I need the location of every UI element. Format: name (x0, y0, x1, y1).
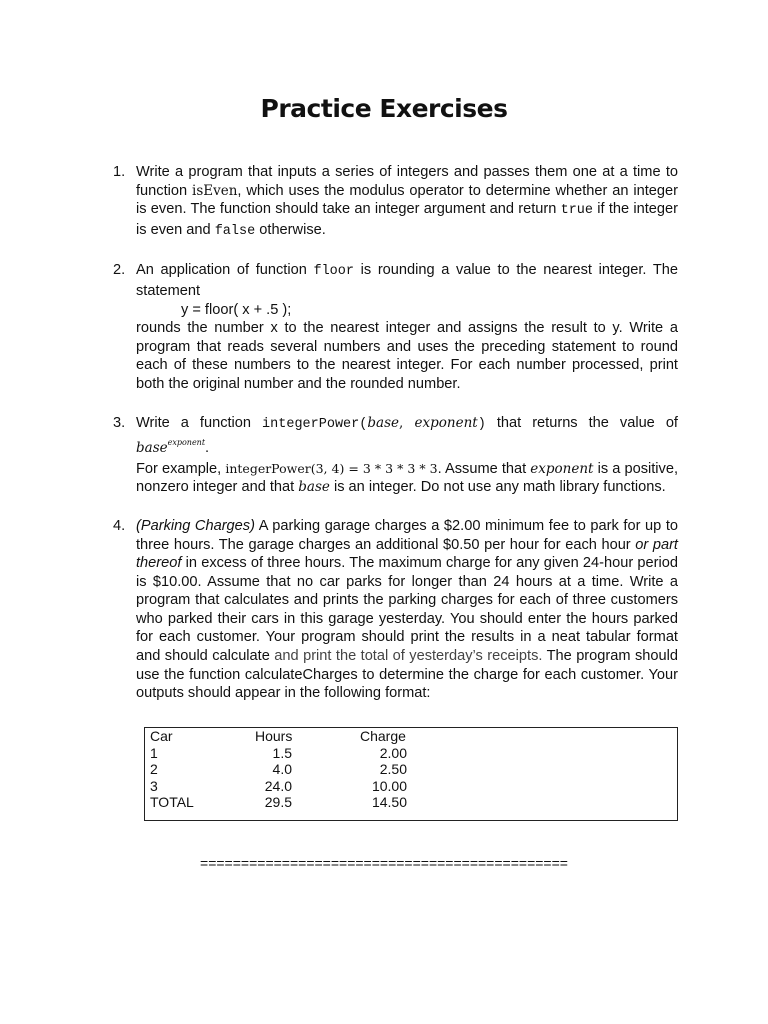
table-cell: 10.00 (371, 777, 407, 794)
table-cell: 2.00 (379, 744, 407, 761)
text: or part thereof (136, 536, 678, 572)
code-term: integerPower( (262, 416, 368, 432)
separator-line: ============================================= (200, 855, 568, 871)
exercise-text (136, 414, 678, 458)
superscript: exponent (167, 438, 206, 448)
output-format-table (144, 727, 678, 821)
text: is rounding a value to the nearest integer. The statement (136, 262, 678, 299)
table-cell: 2 (150, 761, 158, 777)
table-cell: TOTAL (150, 794, 194, 810)
code-term: floor (313, 264, 354, 280)
exercise-3 (113, 414, 678, 497)
text: if the integer is even and (136, 201, 678, 238)
page-title: Practice Exercises (260, 94, 508, 123)
text: , which uses the modulus operator to determine whether an integer is even. The function should take an integer argument and return (136, 182, 679, 218)
text: The program should use the function calculateCharges to determine the charge for each customer. Your outputs should appear in the following format: (136, 648, 678, 702)
column-header: Car (150, 728, 173, 744)
text: An application of function (136, 262, 314, 279)
code-term: true (560, 203, 594, 219)
exercise-number: 2. (113, 262, 126, 279)
text: , (398, 414, 415, 431)
table-cell: 4.0 (272, 761, 292, 777)
exercise-4 (113, 517, 678, 703)
exercise-text (136, 517, 678, 703)
table-cell: 2.50 (379, 761, 407, 777)
exercise-list (113, 163, 678, 703)
table-row (145, 778, 677, 795)
exercise-text (136, 460, 678, 497)
variable: exponent (414, 414, 478, 431)
variable: base (367, 414, 399, 431)
column-header: Hours (255, 728, 293, 744)
table-row (145, 761, 677, 778)
exercise-heading: (Parking Charges) (136, 517, 255, 534)
exercise-number: 4. (113, 517, 126, 534)
text: is an integer. Do not use any math library functions. (329, 479, 666, 496)
variable: exponent (530, 460, 594, 477)
code-term: false (214, 223, 256, 239)
text: Write a function (136, 414, 263, 431)
table-cell: 3 (150, 777, 158, 794)
table-cell: 24.0 (264, 777, 292, 794)
text: . Assume that (437, 460, 531, 477)
table-header (145, 728, 677, 745)
text: A parking garage charges a $2.00 minimum fee to park for up to three hours. The garage charges an additional $0.50 per hour for each hour (136, 517, 678, 553)
table-row (145, 745, 677, 762)
text: is a positive, nonzero integer and that (136, 460, 679, 496)
code-statement: y = floor( x + .5 ); (181, 301, 292, 318)
exercise-number: 3. (113, 414, 126, 431)
text: that returns the value of (485, 414, 678, 431)
exercise-text: rounds the number x to the nearest integer and assigns the result to y. Write a program that reads several numbers and uses the preceding statement to round each of these numbers to the nearest integer. For each number processed, print both the original number and the rounded number. (136, 320, 678, 392)
table-cell: 1.5 (272, 744, 292, 761)
text: . (205, 440, 210, 457)
variable: base (298, 479, 330, 496)
table-row-total (145, 794, 677, 811)
table-cell: 1 (150, 744, 158, 761)
exercise-number: 1. (113, 164, 126, 180)
exercise-text (136, 261, 678, 300)
variable: base (136, 440, 168, 457)
code-term: isEven (192, 182, 238, 199)
text: in excess of three hours. The maximum charge for any given 24-hour period is $10.00. Assume that no car parks for longer than 24 hours at a time. Write a program that calculates and prints the parking charges for each of three customers who parked their cars in this garage yesterday. You should enter the hours parked for each customer. Your program should print the results in a neat tabular format and should calculate (136, 555, 678, 665)
column-header: Charge (360, 728, 406, 744)
table-cell: 14.50 (371, 794, 407, 810)
exercise-1 (113, 163, 678, 241)
text: For example, (136, 460, 226, 477)
code-term: ) (477, 416, 486, 432)
text: Write a program that inputs a series of integers and passes them one at a time to function (136, 164, 678, 199)
code-term: integerPower(3, 4) = 3 * 3 * 3 * 3 (225, 460, 438, 476)
exercise-text (136, 163, 678, 241)
text: otherwise. (255, 221, 326, 238)
table-cell: 29.5 (264, 794, 292, 810)
text: and print the total of yesterday’s receipts. (274, 648, 543, 665)
exercise-2 (113, 261, 678, 393)
